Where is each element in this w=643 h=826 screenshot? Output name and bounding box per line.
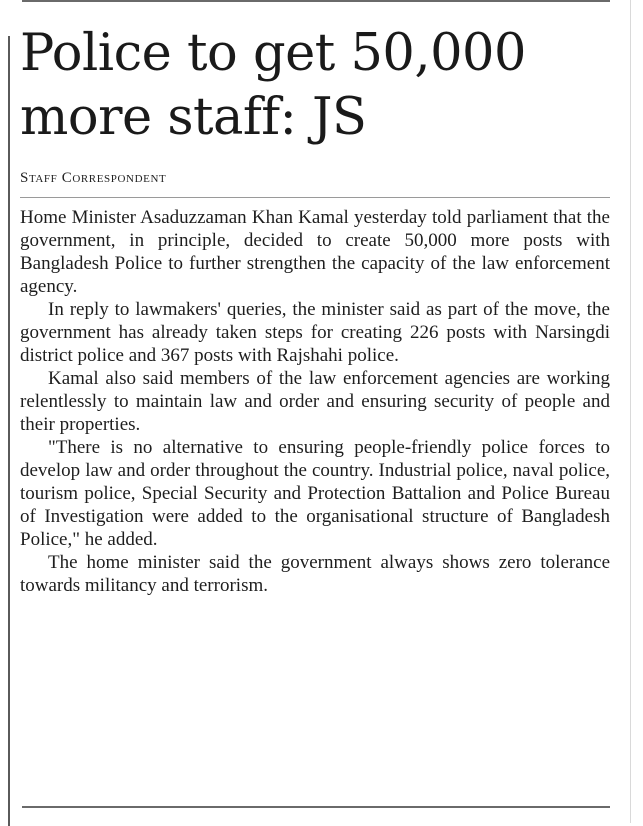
byline: Staff Correspondent xyxy=(20,170,610,198)
headline-line-2: more staff: JS xyxy=(20,88,367,147)
paragraph-5: The home minister said the government always shows zero tolerance towards militancy and terrorism. xyxy=(20,552,610,596)
headline xyxy=(20,22,610,150)
paragraph-1: Home Minister Asaduzzaman Khan Kamal yesterday told parliament that the government, in principle, decided to create 50,000 more posts with Bangladesh Police to further strengthen the capacity of the law enforcement agency. xyxy=(20,207,610,297)
top-rule xyxy=(22,0,610,2)
left-column-rule xyxy=(8,36,10,826)
article-body xyxy=(20,206,610,597)
headline-line-1: Police to get 50,000 xyxy=(20,24,526,83)
news-article xyxy=(20,22,610,597)
paragraph-3: Kamal also said members of the law enforcement agencies are working relentlessly to maintain law and order and ensuring security of people and their properties. xyxy=(20,368,610,435)
paragraph-2: In reply to lawmakers' queries, the minister said as part of the move, the government has already taken steps for creating 226 posts with Narsingdi district police and 367 posts with Rajshahi police. xyxy=(20,299,610,366)
right-edge-rule xyxy=(630,0,631,823)
paragraph-4: "There is no alternative to ensuring people-friendly police forces to develop law and order throughout the country. Industrial police, naval police, tourism police, Special Security and Protection Battalion and Police Bureau of Investigation were added to the organisational structure of Bangladesh Police," he added. xyxy=(20,437,610,550)
bottom-rule xyxy=(22,806,610,808)
